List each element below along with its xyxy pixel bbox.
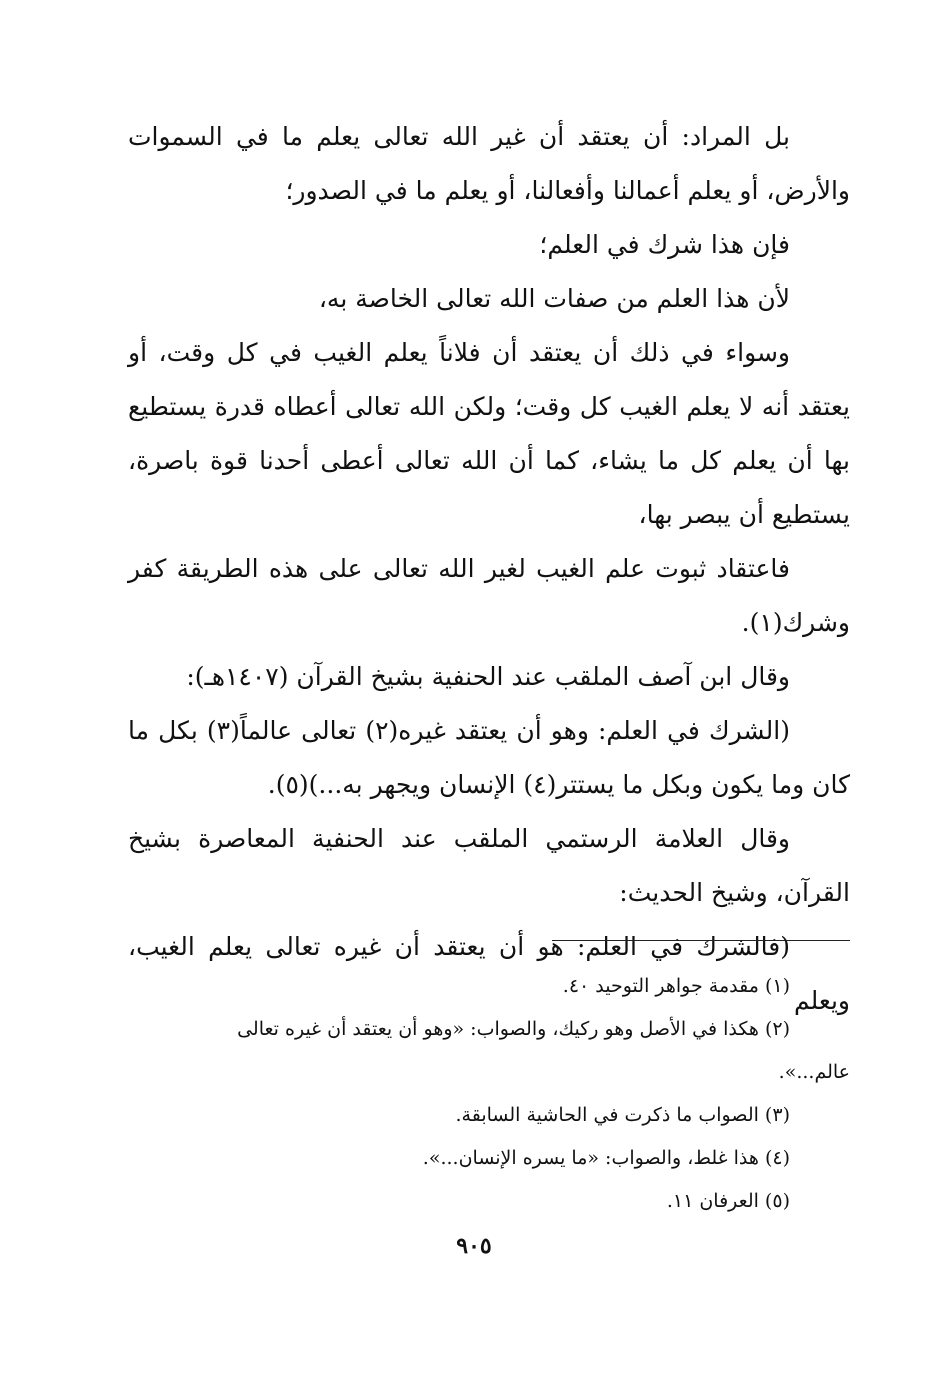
paragraph-1: بل المراد: أن يعتقد أن غير الله تعالى يعلم ما في السموات والأرض، أو يعلم أعمالنا وأفعالنا، أو يعلم ما في الصدور؛ [128,122,850,205]
paragraph-4: وسواء في ذلك أن يعتقد أن فلاناً يعلم الغيب في كل وقت، أو يعتقد أنه لا يعلم الغيب كل وقت؛ ولكن الله تعالى أعطاه قدرة يستطيع بها أن يعلم كل ما يشاء، كما أن الله تعالى أعطى أحدنا قوة باصرة، يستطيع أن يبصر بها، [128,338,850,529]
footnote-2: (٢) هكذا في الأصل وهو ركيك، والصواب: «وهو أن يعتقد أن غيره تعالى [237,1018,790,1040]
paragraph-6: وقال ابن آصف الملقب عند الحنفية بشيخ القرآن (١٤٠٧هـ): [186,662,790,691]
page-number: ٩٠٥ [456,1233,492,1259]
footnote-2-continuation: عالم...». [778,1061,850,1083]
main-text [128,110,850,1028]
paragraph-3: لأن هذا العلم من صفات الله تعالى الخاصة به، [318,284,790,313]
footnote-divider [552,940,850,941]
paragraph-2: فإن هذا شرك في العلم؛ [539,230,790,259]
footnote-1: (١) مقدمة جواهر التوحيد ٤٠. [562,975,790,997]
footnotes [128,965,850,1223]
paragraph-9-quote: (فالشرك في العلم: هو أن يعتقد أن غيره تعالى يعلم الغيب، ويعلم [128,932,850,1015]
paragraph-7-quote: (الشرك في العلم: وهو أن يعتقد غيره(٢) تعالى عالماً(٣) بكل ما كان وما يكون وبكل ما يستتر(٤) الإنسان ويجهر به...)(٥). [128,716,850,799]
footnote-5: (٥) العرفان ١١. [666,1190,790,1212]
footnote-3: (٣) الصواب ما ذكرت في الحاشية السابقة. [455,1104,790,1126]
footnote-4: (٤) هذا غلط، والصواب: «ما يسره الإنسان...». [422,1147,790,1169]
paragraph-8: وقال العلامة الرستمي الملقب عند الحنفية المعاصرة بشيخ القرآن، وشيخ الحديث: [128,824,850,907]
paragraph-5: فاعتقاد ثبوت علم الغيب لغير الله تعالى على هذه الطريقة كفر وشرك(١). [128,554,850,637]
